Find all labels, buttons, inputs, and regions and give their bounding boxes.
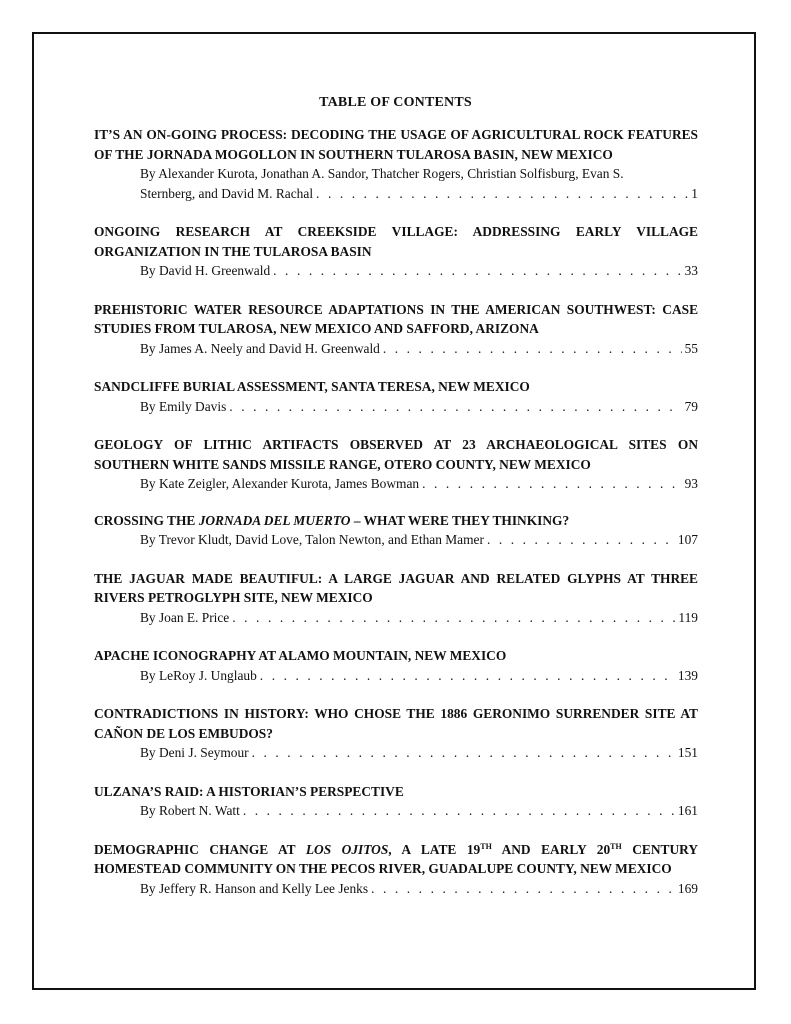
toc-entry[interactable] <box>94 125 698 203</box>
entry-byline <box>94 608 698 628</box>
entry-title: ONGOING RESEARCH AT CREEKSIDE VILLAGE: ADDRESSING EARLY VILLAGE ORGANIZATION IN THE TULAROSA BASIN <box>94 224 698 259</box>
dot-leader <box>422 474 682 494</box>
dot-leader <box>273 261 681 281</box>
entry-authors: By Trevor Kludt, David Love, Talon Newton, and Ethan Mamer <box>140 532 484 547</box>
entry-authors: By Kate Zeigler, Alexander Kurota, James Bowman <box>140 476 420 491</box>
toc-entry[interactable] <box>94 511 698 550</box>
entry-authors: By Emily Davis <box>140 398 227 414</box>
entry-page-number: 93 <box>684 476 698 491</box>
toc-entry[interactable] <box>94 377 698 416</box>
dot-leader <box>260 666 675 686</box>
entry-authors: By Jeffery R. Hanson and Kelly Lee Jenks <box>140 880 369 896</box>
dot-leader <box>383 339 682 359</box>
toc-entry[interactable] <box>94 300 698 359</box>
toc-heading: TABLE OF CONTENTS <box>319 95 472 110</box>
entry-byline <box>94 397 698 417</box>
toc-list <box>94 125 698 898</box>
entry-authors: By James A. Neely and David H. Greenwald <box>140 340 380 356</box>
dot-leader <box>232 608 675 628</box>
entry-authors: By Robert N. Watt <box>140 803 240 818</box>
dot-leader <box>252 743 675 763</box>
entry-title: PREHISTORIC WATER RESOURCE ADAPTATIONS IN THE AMERICAN SOUTHWEST: CASE STUDIES FROM TULAROSA, NEW MEXICO AND SAFFORD, ARIZONA <box>94 301 698 336</box>
entry-title: CROSSING THE JORNADA DEL MUERTO – WHAT WERE THEY THINKING? <box>94 512 570 528</box>
entry-byline <box>94 261 698 281</box>
entry-byline <box>94 474 698 494</box>
entry-title: DEMOGRAPHIC CHANGE AT LOS OJITOS, A LATE 19TH AND EARLY 20TH CENTURY HOMESTEAD COMMUNITY ON THE PECOS RIVER, GUADALUPE COUNTY, NEW MEXICO <box>94 841 698 876</box>
entry-title: APACHE ICONOGRAPHY AT ALAMO MOUNTAIN, NEW MEXICO <box>94 648 507 663</box>
entry-authors: By LeRoy J. Unglaub <box>140 667 257 683</box>
entry-byline <box>94 879 698 899</box>
entry-title: SANDCLIFFE BURIAL ASSESSMENT, SANTA TERESA, NEW MEXICO <box>94 379 530 394</box>
entry-byline <box>94 164 698 203</box>
entry-page-number: 151 <box>677 745 698 760</box>
entry-authors: By Deni J. Seymour <box>140 745 249 760</box>
entry-byline <box>94 666 698 686</box>
entry-title: ULZANA’S RAID: A HISTORIAN’S PERSPECTIVE <box>94 783 404 799</box>
entry-authors: By Joan E. Price <box>140 609 230 625</box>
entry-byline <box>94 801 698 821</box>
toc-entry[interactable] <box>94 704 698 763</box>
toc-entry[interactable] <box>94 222 698 281</box>
entry-page-number: 55 <box>684 340 698 356</box>
superscript: TH <box>610 841 622 851</box>
toc-entry[interactable] <box>94 646 698 685</box>
superscript: TH <box>480 841 492 851</box>
entry-page-number: 169 <box>677 880 698 896</box>
entry-title-italic: JORNADA DEL MUERTO <box>198 512 351 528</box>
toc-entry[interactable] <box>94 840 698 899</box>
entry-title: CONTRADICTIONS IN HISTORY: WHO CHOSE THE 1886 GERONIMO SURRENDER SITE AT CAÑON DE LOS EMBUDOS? <box>94 706 698 741</box>
dot-leader <box>487 530 675 550</box>
entry-title: GEOLOGY OF LITHIC ARTIFACTS OBSERVED AT 23 ARCHAEOLOGICAL SITES ON SOUTHERN WHITE SANDS MISSILE RANGE, OTERO COUNTY, NEW MEXICO <box>94 437 698 472</box>
entry-page-number: 79 <box>684 398 698 414</box>
dot-leader <box>229 397 681 417</box>
entry-byline <box>94 743 698 763</box>
toc-entry[interactable] <box>94 435 698 494</box>
entry-authors: By David H. Greenwald <box>140 263 271 278</box>
dot-leader <box>371 879 675 899</box>
entry-page-number: 1 <box>691 185 698 201</box>
entry-byline <box>94 339 698 359</box>
toc-entry[interactable] <box>94 782 698 821</box>
entry-page-number: 119 <box>678 609 698 625</box>
dot-leader <box>243 801 675 821</box>
entry-page-number: 33 <box>684 263 698 278</box>
entry-byline <box>94 530 698 550</box>
dot-leader <box>316 184 688 204</box>
entry-page-number: 139 <box>677 667 698 683</box>
entry-page-number: 161 <box>677 803 698 818</box>
entry-title-italic: LOS OJITOS <box>305 841 389 857</box>
toc-entry[interactable] <box>94 569 698 628</box>
entry-authors-line2: Sternberg, and David M. Rachal <box>140 185 314 201</box>
entry-page-number: 107 <box>677 532 698 547</box>
entry-authors-line1: By Alexander Kurota, Jonathan A. Sandor, Thatcher Rogers, Christian Solfisburg, Evan S. <box>140 166 624 181</box>
entry-title: IT’S AN ON-GOING PROCESS: DECODING THE USAGE OF AGRICULTURAL ROCK FEATURES OF THE JORNADA MOGOLLON IN SOUTHERN TULAROSA BASIN, NEW MEXICO <box>94 127 698 162</box>
entry-title: THE JAGUAR MADE BEAUTIFUL: A LARGE JAGUAR AND RELATED GLYPHS AT THREE RIVERS PETROGLYPH SITE, NEW MEXICO <box>94 570 698 605</box>
